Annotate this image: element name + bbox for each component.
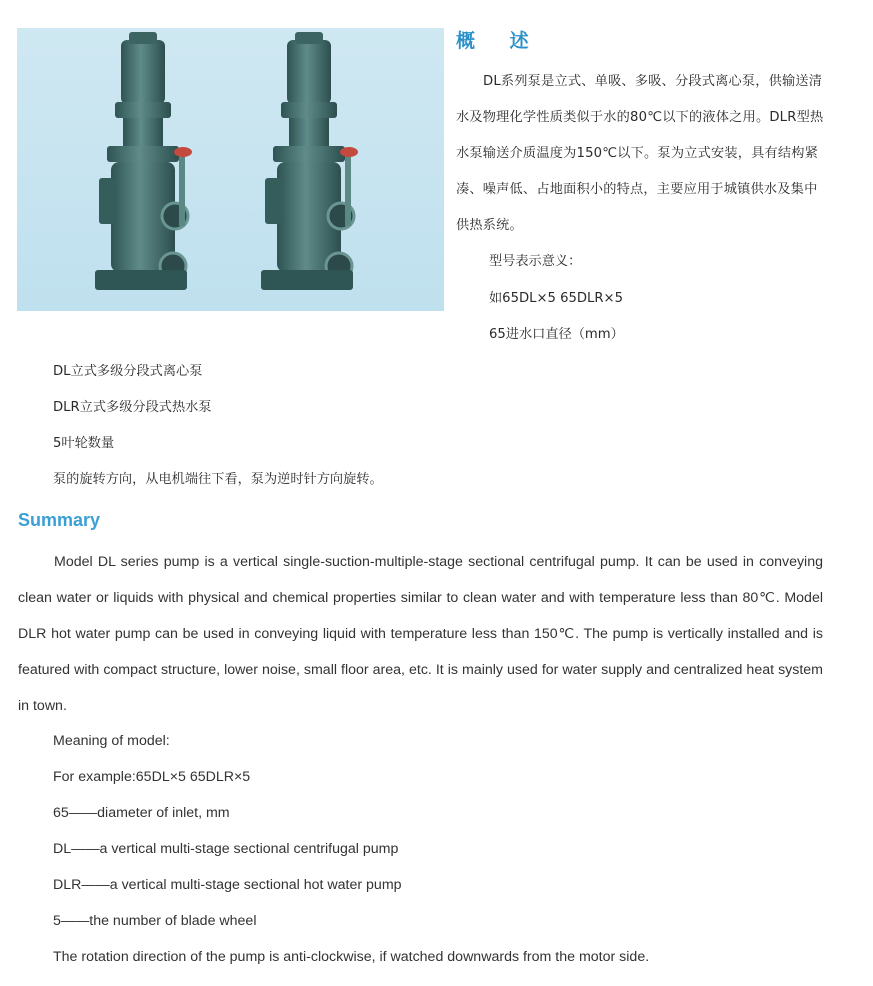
pump-right: [261, 32, 358, 290]
cn-section-title: 概 述: [456, 30, 543, 52]
cn-line-65: 65进水口直径（mm）: [489, 327, 624, 342]
en-rotation-note: The rotation direction of the pump is anti-clockwise, if watched downwards from the motor side.: [53, 949, 650, 965]
cn-summary-paragraph: DL系列泵是立式、单吸、多吸、分段式离心泵，供输送清水及物理化学性质类似于水的80℃以下的液体之用。DLR型热水泵输送介质温度为150℃以下。泵为立式安装，具有结构紧凑、噪声低、占地面积小的特点，主要应用于城镇供水及集中供热系统。: [456, 74, 824, 233]
en-line-5: 5——the number of blade wheel: [53, 913, 257, 929]
en-meaning-label: Meaning of model:: [53, 733, 170, 749]
cn-model-example: 如65DL×5 65DLR×5: [489, 291, 623, 306]
cn-line-dlr: DLR立式多级分段式热水泵: [53, 400, 212, 415]
en-section-title: Summary: [18, 510, 101, 530]
product-photo: [17, 28, 444, 311]
cn-line-5: 5叶轮数量: [53, 436, 115, 451]
cn-rotation-note: 泵的旋转方向，从电机端往下看，泵为逆时针方向旋转。: [53, 472, 383, 487]
en-model-example: For example:65DL×5 65DLR×5: [53, 769, 251, 785]
pump-illustration: [17, 28, 444, 311]
cn-model-label: 型号表示意义：: [489, 254, 582, 269]
cn-line-dl: DL立式多级分段式离心泵: [53, 364, 203, 379]
en-line-dlr: DLR——a vertical multi-stage sectional hot water pump: [53, 877, 402, 893]
pump-left: [95, 32, 192, 290]
en-summary-paragraph: Model DL series pump is a vertical single-suction-multiple-stage sectional centrifugal pump. It can be used in conveying clean water or liquids with physical and chemical properties similar to clean water and with temperature less than 80℃. Model DLR hot water pump can be used in conveying liquid with temperature less than 150℃. The pump is vertically installed and is featured with compact structure, lower noise, small floor area, etc. It is mainly used for water supply and centralized heat system in town.: [18, 554, 823, 714]
en-line-65: 65——diameter of inlet, mm: [53, 805, 230, 821]
en-line-dl: DL——a vertical multi-stage sectional centrifugal pump: [53, 841, 399, 857]
